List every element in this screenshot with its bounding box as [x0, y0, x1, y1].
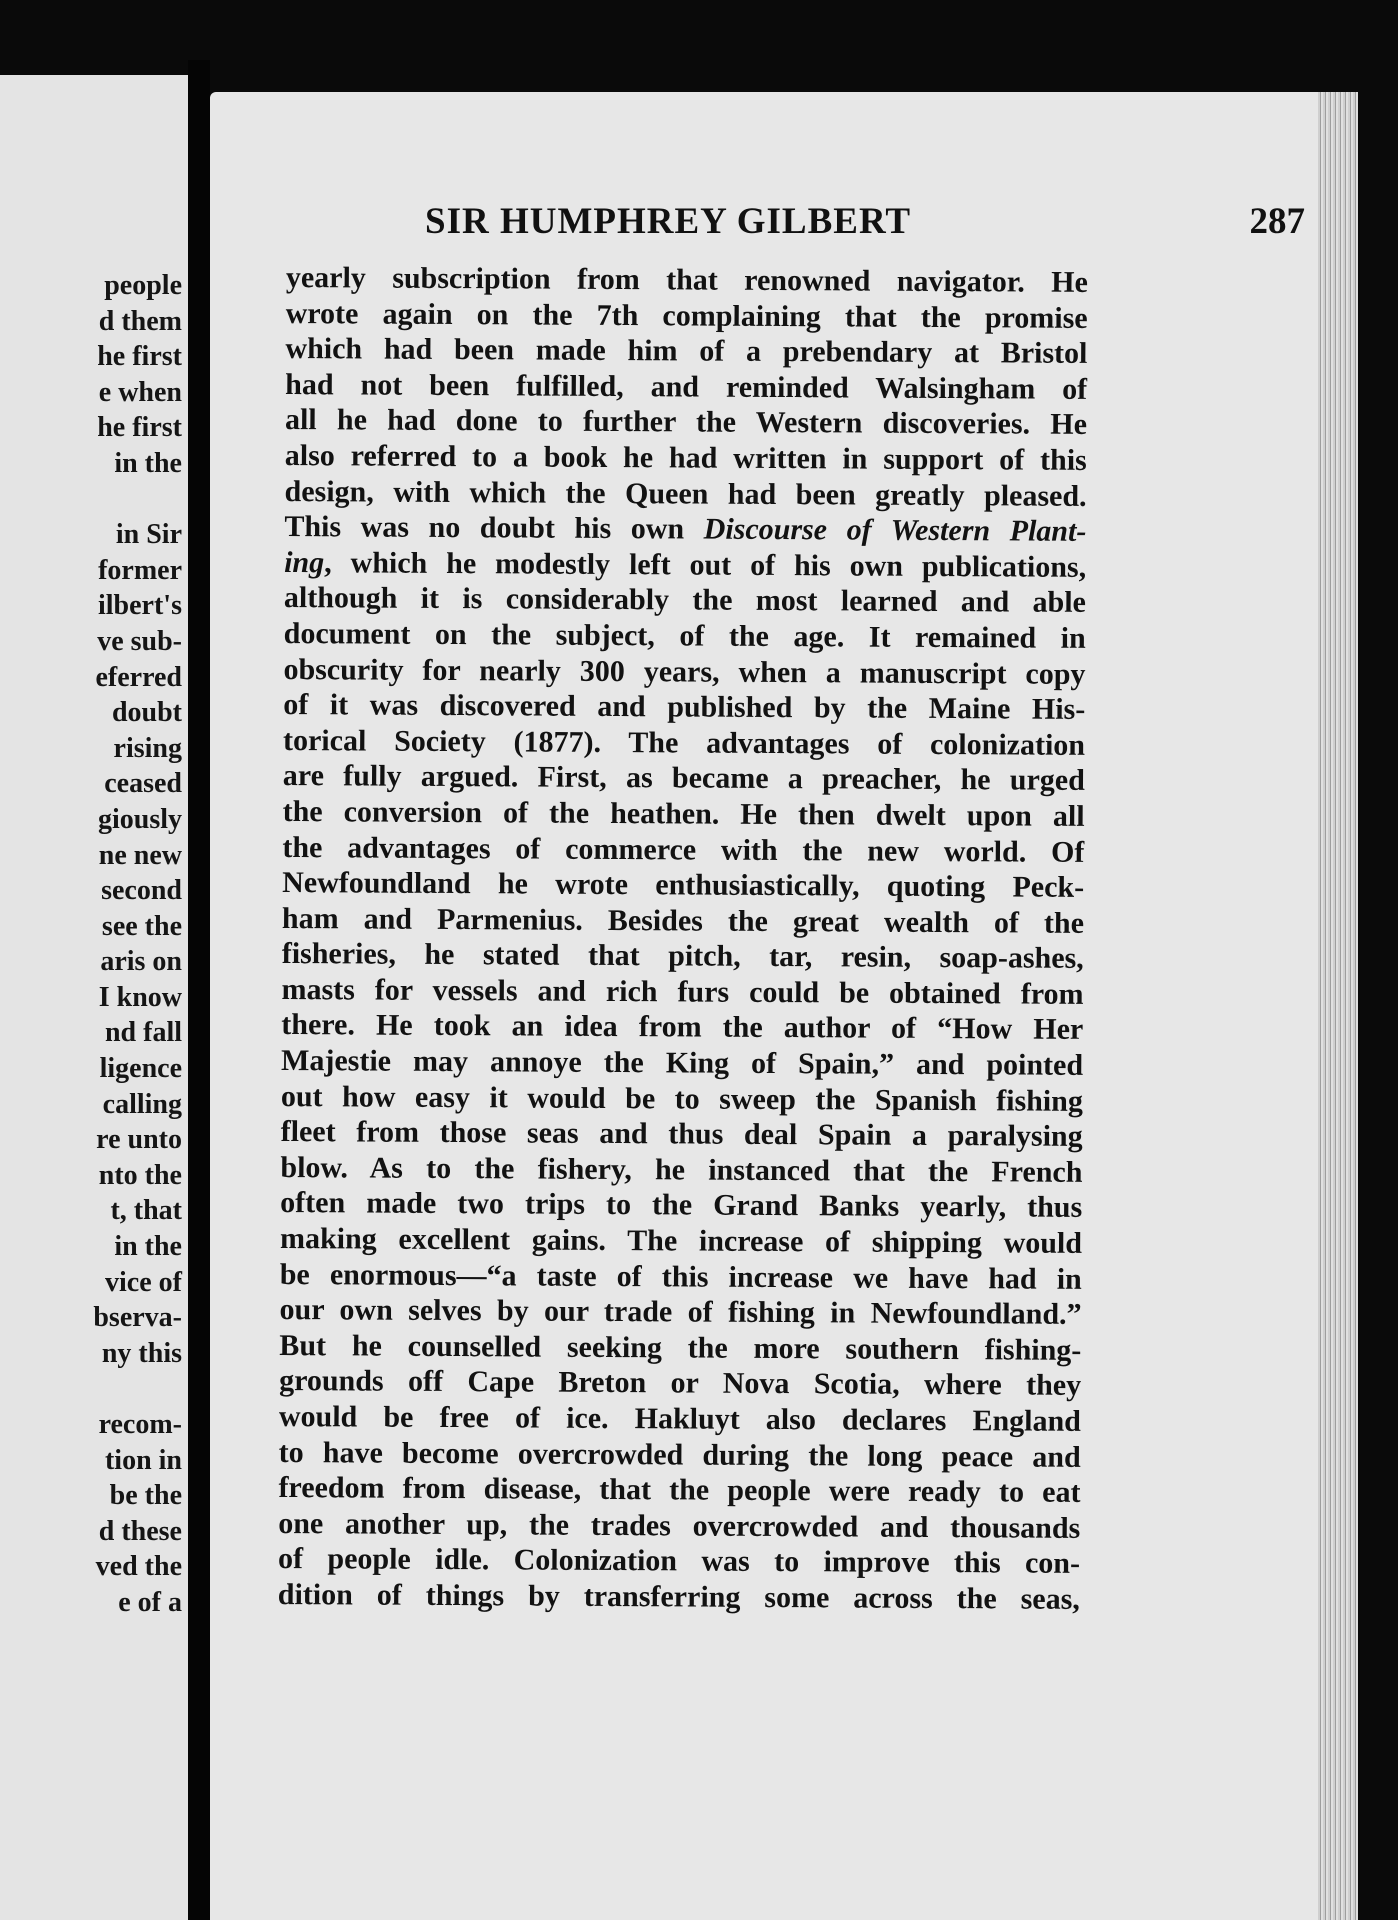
text-line: would be free of ice. Hakluyt also declares England: [278, 1399, 1082, 1438]
previous-page-line: d these: [98, 1515, 182, 1547]
previous-page-line: [93, 1371, 182, 1407]
text-line: there. He took an idea from the author of “How Her: [281, 1008, 1084, 1047]
text-line: Majestie may annoye the King of Spain,” and pointed: [281, 1044, 1084, 1082]
previous-page-line: giously: [97, 803, 182, 835]
text-line: had not been fulfilled, and reminded Walsingham of: [285, 367, 1088, 406]
previous-page-line: second: [101, 875, 182, 907]
previous-page-line: ny this: [101, 1337, 182, 1369]
previous-page-line: re unto: [96, 1124, 182, 1156]
text-line: our own selves by our trade of fishing in Newfoundland.”: [279, 1293, 1082, 1332]
book-gutter: [188, 60, 210, 1920]
text-line: freedom from disease, that the people were ready to eat: [278, 1471, 1081, 1510]
previous-page-line: ve sub-: [97, 625, 182, 657]
text-line: wrote again on the 7th complaining that the promise: [285, 296, 1088, 335]
text-line: [284, 545, 1086, 585]
previous-page-line: he first: [97, 341, 182, 373]
previous-page-line: aris on: [100, 946, 182, 978]
text-line: to have become overcrowded during the long peace and: [278, 1435, 1081, 1474]
text-line: of people idle. Colonization was to improve this con-: [277, 1542, 1081, 1581]
text-line: often made two trips to the Grand Banks yearly, thus: [280, 1186, 1083, 1225]
text-line: the advantages of commerce with the new world. Of: [282, 830, 1085, 869]
previous-page-line: in the: [114, 1231, 182, 1263]
previous-page-line: be the: [109, 1480, 182, 1512]
previous-page-line: bserva-: [93, 1302, 182, 1334]
previous-page-line: ne new: [98, 839, 182, 871]
previous-page-fragment: [0, 75, 188, 1920]
text-line: be enormous—“a taste of this increase we have had in: [279, 1257, 1082, 1296]
previous-page-line: calling: [102, 1088, 182, 1120]
text-line: yearly subscription from that renowned navigator. He: [285, 261, 1088, 299]
text-line: also referred to a book he had written in support of this: [284, 438, 1087, 477]
text-line: torical Society (1877). The advantages of colonization: [282, 723, 1086, 762]
text-line: out how easy it would be to sweep the Spanish fishing: [280, 1079, 1083, 1118]
previous-page-line: tion in: [104, 1444, 182, 1476]
previous-page-line: people: [104, 270, 182, 301]
text-line: one another up, the trades overcrowded and thousands: [278, 1506, 1081, 1545]
page-header: [425, 200, 1305, 244]
previous-page-line: ligence: [99, 1053, 182, 1085]
previous-page-line: eferred: [95, 661, 182, 693]
previous-page-line: in the: [114, 447, 182, 479]
previous-page-line: vice of: [105, 1266, 182, 1298]
text-line: Newfoundland he wrote enthusiastically, quoting Peck-: [282, 866, 1085, 904]
previous-page-line: see the: [101, 910, 182, 942]
page-edges: [1318, 92, 1358, 1920]
previous-page-text: [93, 268, 182, 1621]
page-number: 287: [1249, 201, 1305, 242]
book-page: [210, 92, 1358, 1920]
previous-page-line: [93, 482, 182, 518]
previous-page-line: ved the: [95, 1551, 182, 1583]
previous-page-line: he first: [97, 412, 182, 444]
text-line: document on the subject, of the age. It remained in: [283, 616, 1086, 655]
previous-page-line: d them: [98, 305, 182, 337]
text-line: fisheries, he stated that pitch, tar, resin, soap-ashes,: [281, 937, 1084, 976]
text-run: This was no doubt his own: [284, 510, 685, 546]
text-line: design, with which the Queen had been greatly pleased.: [284, 474, 1087, 513]
running-title: SIR HUMPHREY GILBERT: [425, 201, 912, 242]
previous-page-line: nto the: [98, 1159, 182, 1191]
text-run: , which he modestly left out of his own publications,: [324, 545, 1087, 584]
previous-page-line: former: [98, 554, 182, 586]
previous-page-line: rising: [113, 732, 182, 764]
text-line: [284, 509, 1086, 549]
previous-page-line: in Sir: [115, 519, 182, 551]
text-line: obscurity for nearly 300 years, when a manuscript copy: [283, 652, 1086, 691]
text-line: of it was discovered and published by the Maine His-: [283, 688, 1086, 727]
previous-page-line: nd fall: [104, 1017, 182, 1049]
previous-page-line: e when: [98, 376, 182, 408]
text-line: all he had done to further the Western discoveries. He: [284, 403, 1088, 442]
previous-page-line: t, that: [110, 1195, 182, 1227]
previous-page-line: ilbert's: [98, 590, 182, 622]
italic-book-title: Discourse of Western Plant-: [703, 512, 1087, 549]
previous-page-line: e of a: [118, 1586, 182, 1618]
text-line: fleet from those seas and thus deal Spain a paralysing: [280, 1115, 1083, 1154]
text-line: ham and Parmenius. Besides the great wealth of the: [281, 901, 1085, 940]
text-line: masts for vessels and rich furs could be obtained from: [281, 972, 1084, 1011]
text-line: although it is considerably the most learned and able: [283, 581, 1087, 620]
italic-book-title: ing: [284, 545, 325, 579]
text-line: blow. As to the fishery, he instanced that the French: [280, 1150, 1083, 1189]
text-line: are fully argued. First, as became a preacher, he urged: [282, 759, 1085, 798]
page-body-text: [278, 260, 1088, 1617]
previous-page-line: I know: [98, 981, 182, 1013]
previous-page-line: doubt: [111, 697, 182, 729]
text-line: grounds off Cape Breton or Nova Scotia, where they: [279, 1364, 1082, 1403]
text-line: dition of things by transferring some across the seas,: [277, 1577, 1080, 1616]
previous-page-line: ceased: [104, 768, 182, 800]
text-line: making excellent gains. The increase of shipping would: [279, 1222, 1083, 1260]
text-line: But he counselled seeking the more southern fishing-: [279, 1328, 1082, 1367]
text-line: the conversion of the heathen. He then dwelt upon all: [282, 794, 1085, 833]
text-line: which had been made him of a prebendary at Bristol: [285, 332, 1088, 371]
previous-page-line: recom-: [98, 1409, 182, 1440]
